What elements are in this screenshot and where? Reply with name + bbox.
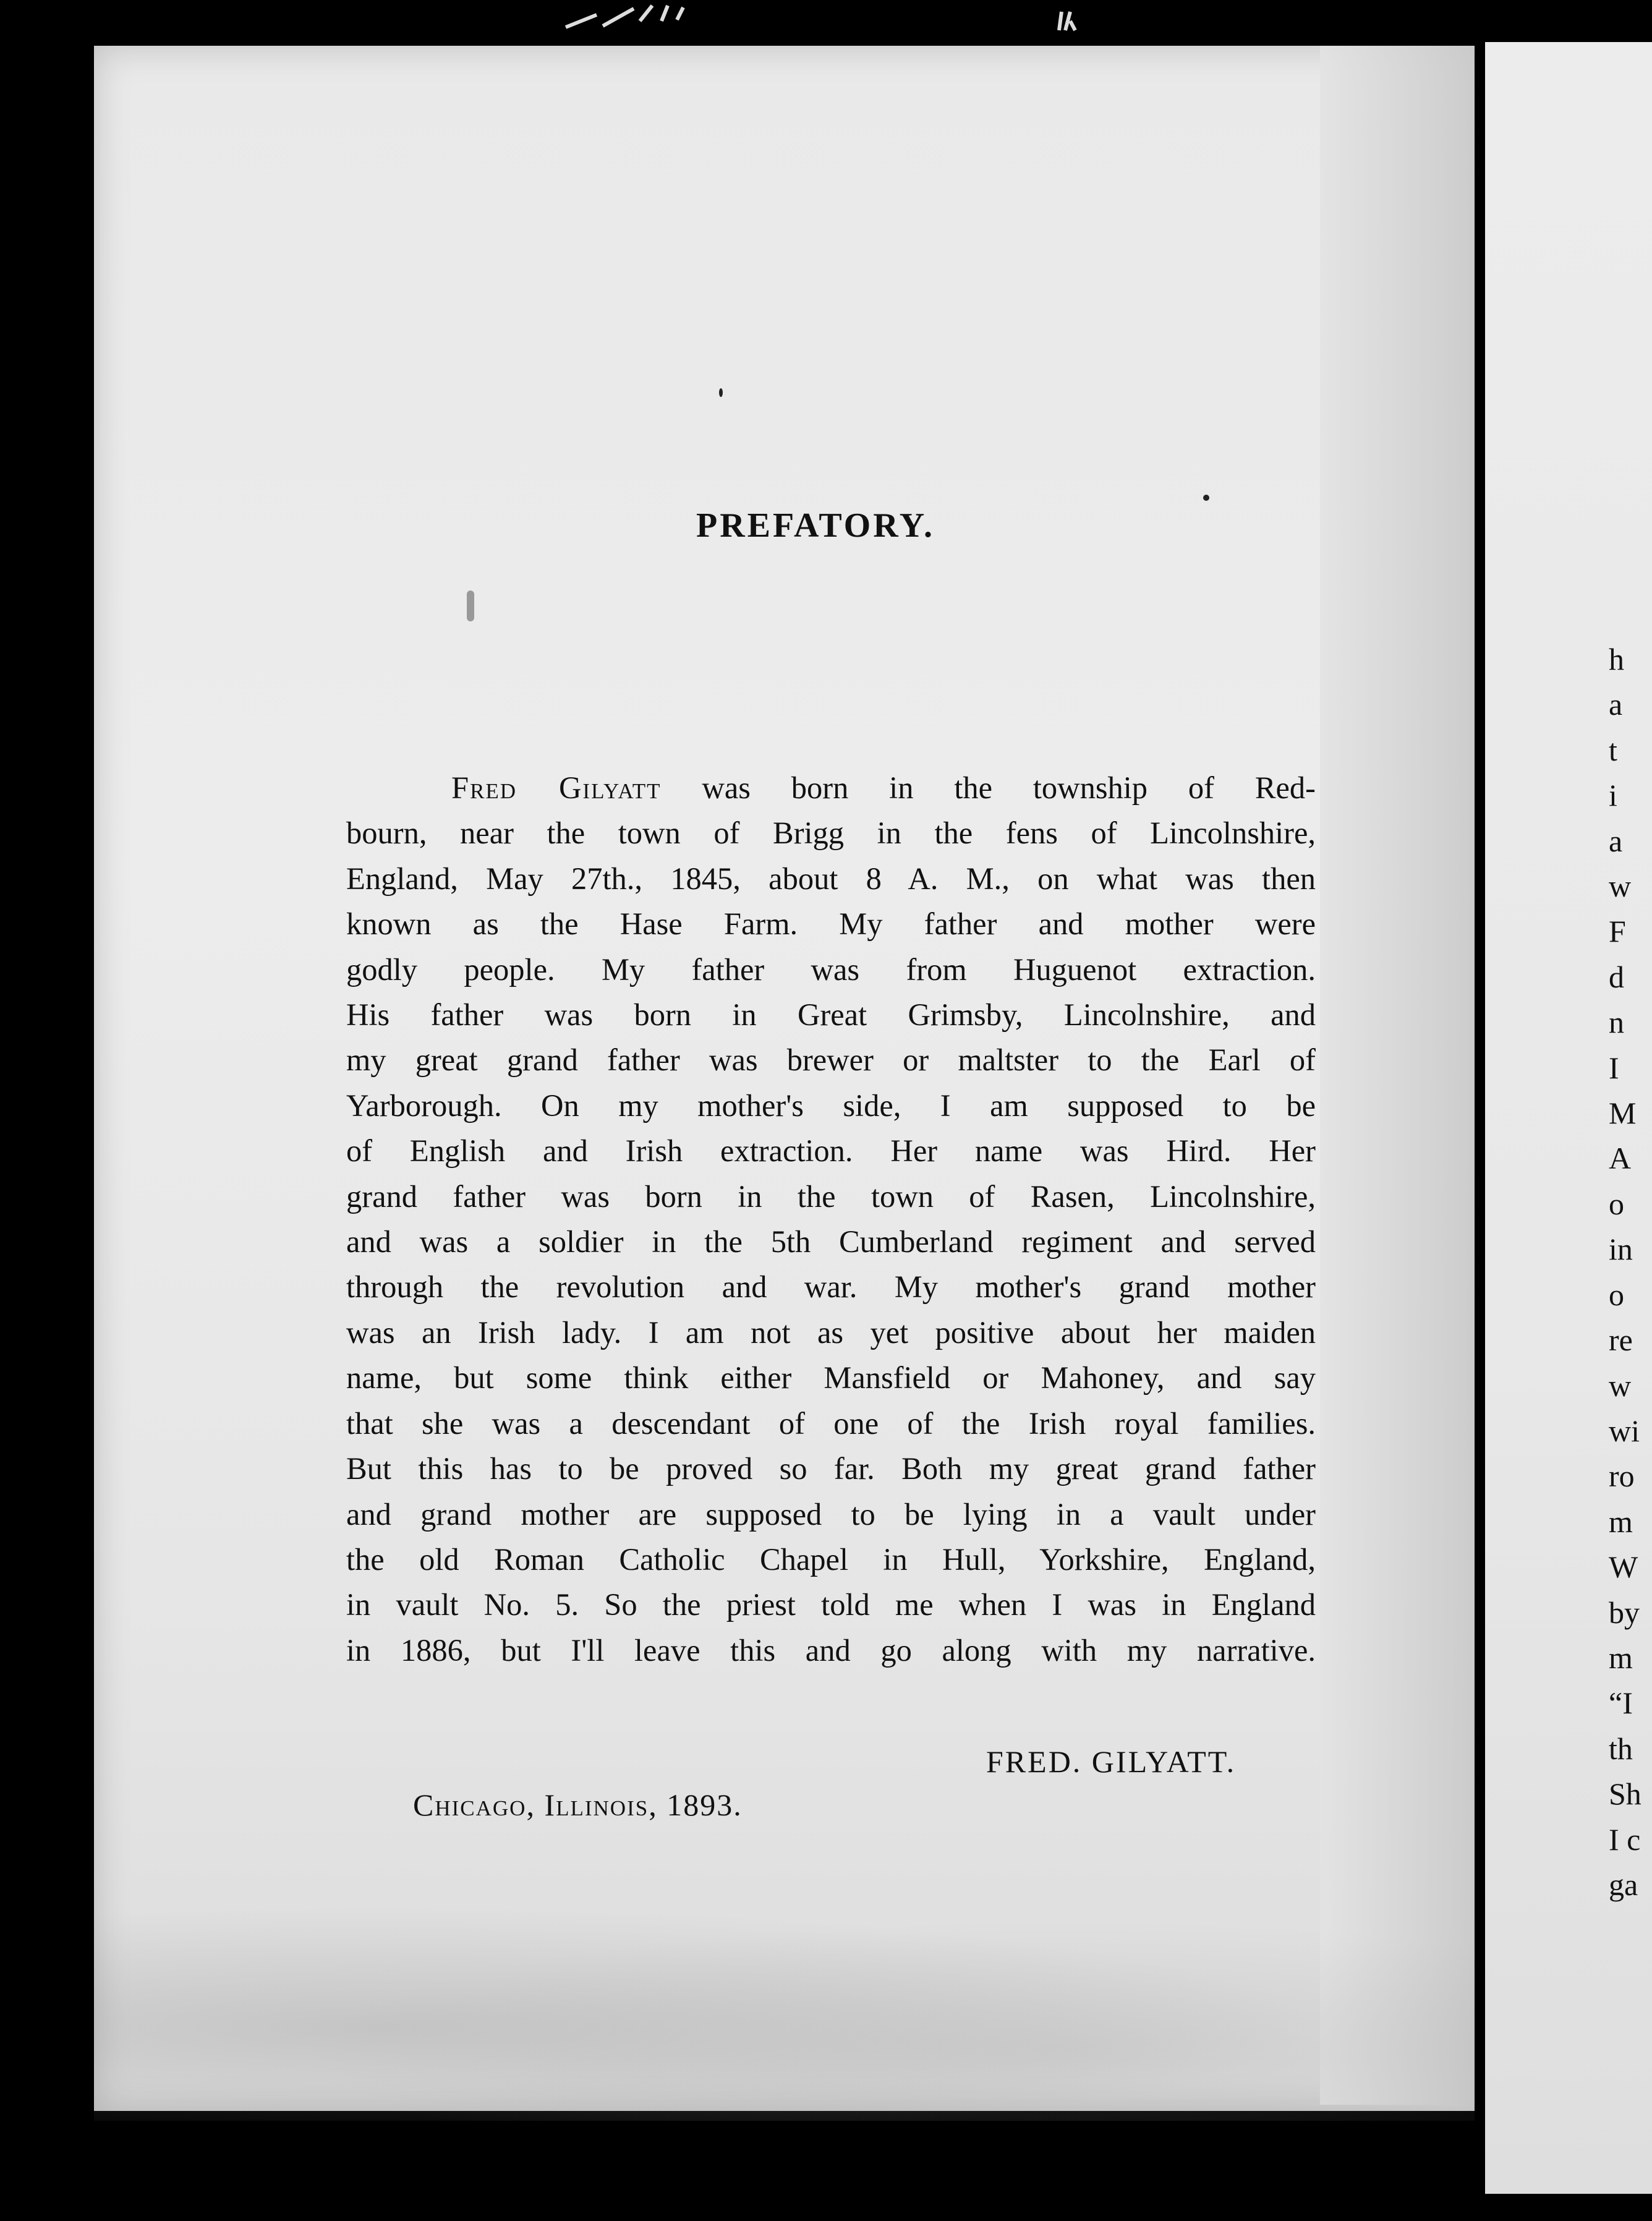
fragment: by — [1609, 1595, 1640, 1630]
fragment: w — [1609, 869, 1632, 904]
fragment: th — [1609, 1731, 1633, 1766]
fragment: m — [1609, 1504, 1633, 1539]
scan-edge-marks — [560, 2, 708, 33]
fragment: i — [1609, 778, 1617, 813]
page-fold-shadow — [1320, 46, 1475, 2105]
text-line: But this has to be proved so far. Both my great grand father — [346, 1451, 1316, 1486]
scan-edge-marks-2 — [1054, 9, 1091, 33]
text-line: His father was born in Great Grimsby, Lincolnshire, and — [346, 997, 1316, 1033]
fragment: a — [1609, 823, 1623, 858]
fragment: I c — [1609, 1822, 1641, 1857]
text-line: Yarborough. On my mother's side, I am supposed to be — [346, 1088, 1316, 1123]
signature: FRED. GILYATT. — [986, 1744, 1237, 1779]
text-line: bourn, near the town of Brigg in the fens of Lincolnshire, — [346, 816, 1316, 851]
text-line: was an Irish lady. I am not as yet positive about her maiden — [346, 1315, 1316, 1350]
fragment: ro — [1609, 1459, 1635, 1494]
place-date: Chicago, Illinois, 1893. — [413, 1788, 743, 1822]
speck — [467, 590, 474, 621]
speck — [719, 388, 723, 397]
text-line: and grand mother are supposed to be lying in a vault under — [346, 1496, 1316, 1532]
speck — [1203, 495, 1209, 501]
text-line: of English and Irish extraction. Her name was Hird. Her — [346, 1133, 1316, 1169]
fragment: w — [1609, 1368, 1632, 1403]
fragment: W — [1609, 1550, 1638, 1585]
text-line: Fred Gilyatt was born in the township of Red- — [451, 770, 1316, 805]
fragment: wi — [1609, 1413, 1640, 1448]
fragment: a — [1609, 687, 1623, 722]
text-line: through the revolution and war. My mother's grand mother — [346, 1269, 1316, 1305]
text-line: name, but some think either Mansfield or Mahoney, and say — [346, 1360, 1316, 1396]
text-line: known as the Hase Farm. My father and mother were — [346, 906, 1316, 942]
fragment: t — [1609, 732, 1617, 767]
fragment: ga — [1609, 1867, 1638, 1902]
fragment: m — [1609, 1640, 1633, 1675]
text-line: that she was a descendant of one of the Irish royal families. — [346, 1405, 1316, 1441]
fragment: I — [1609, 1050, 1619, 1085]
fragment: “I — [1609, 1686, 1633, 1721]
fragment: F — [1609, 914, 1626, 949]
right-page-text-fragments — [1609, 637, 1641, 1908]
fragment: d — [1609, 959, 1624, 994]
page-stain — [94, 1886, 1479, 2121]
text-line: my great grand father was brewer or maltster to the Earl of — [346, 1042, 1316, 1078]
text-line: England, May 27th., 1845, about 8 A. M., on what was then — [346, 861, 1316, 896]
fragment: Sh — [1609, 1776, 1641, 1812]
text-line: grand father was born in the town of Rasen, Lincolnshire, — [346, 1179, 1316, 1214]
fragment: in — [1609, 1232, 1633, 1267]
fragment: M — [1609, 1096, 1637, 1131]
page-title: PREFATORY. — [696, 506, 935, 545]
fragment: o — [1609, 1277, 1624, 1312]
fragment: A — [1609, 1141, 1632, 1176]
text-line: in vault No. 5. So the priest told me when I was in England — [346, 1587, 1316, 1622]
text-line: godly people. My father was from Huguenot extraction. — [346, 952, 1316, 987]
fragment: o — [1609, 1186, 1624, 1221]
author-name: Fred Gilyatt — [451, 770, 662, 805]
text-line: the old Roman Catholic Chapel in Hull, Yorkshire, England, — [346, 1541, 1316, 1577]
text-line: and was a soldier in the 5th Cumberland regiment and served — [346, 1224, 1316, 1260]
fragment: re — [1609, 1323, 1633, 1358]
fragment: h — [1609, 642, 1624, 676]
fragment: n — [1609, 1005, 1624, 1040]
prefatory-text — [346, 765, 1316, 1673]
text-line: in 1886, but I'll leave this and go along with my narrative. — [346, 1632, 1316, 1668]
